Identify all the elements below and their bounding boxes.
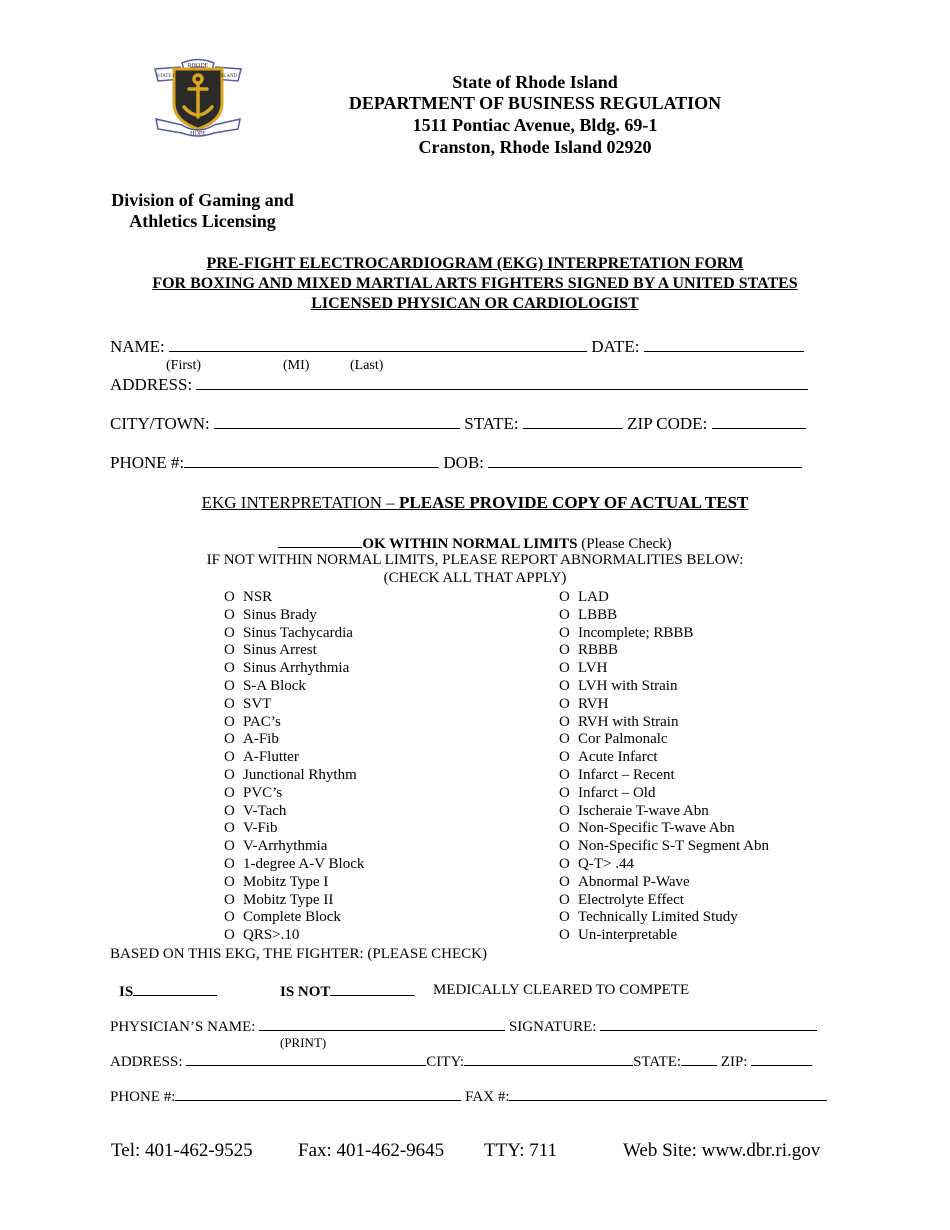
option-circle-icon[interactable]: O xyxy=(559,624,570,641)
ekg-option-left[interactable] xyxy=(224,678,364,696)
physician-city-input[interactable] xyxy=(464,1052,633,1066)
physician-state-input[interactable] xyxy=(681,1052,717,1066)
is-label: IS xyxy=(119,984,134,1000)
header-state: State of Rhode Island xyxy=(452,72,618,92)
division-line-1: Division of Gaming and xyxy=(111,190,294,210)
option-circle-icon[interactable]: O xyxy=(559,677,570,694)
ekg-option-left[interactable] xyxy=(224,838,364,856)
option-label: Q-T> .44 xyxy=(578,855,634,872)
option-circle-icon[interactable]: O xyxy=(559,695,570,712)
option-circle-icon[interactable]: O xyxy=(559,909,570,926)
option-circle-icon[interactable]: O xyxy=(559,927,570,944)
option-label: PAC’s xyxy=(243,713,281,730)
seal-top-text: RHODE xyxy=(187,63,209,69)
physician-phone-row xyxy=(110,1087,827,1106)
option-label: Complete Block xyxy=(243,909,341,926)
option-label: Acute Infarct xyxy=(578,749,658,766)
based-on-ekg: BASED ON THIS EKG, THE FIGHTER: (PLEASE CHECK) xyxy=(110,946,487,962)
ekg-option-left[interactable] xyxy=(224,856,364,874)
city-input[interactable] xyxy=(214,415,460,429)
physician-name-row xyxy=(110,1017,817,1036)
ekg-left-list xyxy=(224,589,364,945)
form-title-line-3: LICENSED PHYSICAN OR CARDIOLOGIST xyxy=(311,295,639,312)
print-caption: (PRINT) xyxy=(280,1035,327,1050)
division-line-2: Athletics Licensing xyxy=(129,211,276,231)
option-circle-icon[interactable]: O xyxy=(224,589,235,605)
option-label: A-Fib xyxy=(243,731,279,748)
ekg-option-right[interactable] xyxy=(559,856,769,874)
ekg-option-right[interactable] xyxy=(559,909,769,927)
header-city: Cranston, Rhode Island 02920 xyxy=(418,137,652,157)
option-circle-icon[interactable]: O xyxy=(224,855,235,872)
phone-row xyxy=(110,453,802,473)
option-label: Mobitz Type II xyxy=(243,891,334,908)
option-circle-icon[interactable]: O xyxy=(224,820,235,837)
state-seal-logo xyxy=(152,55,244,139)
option-label: PVC’s xyxy=(243,784,283,801)
physician-fax-label: FAX #: xyxy=(465,1089,510,1105)
option-circle-icon[interactable]: O xyxy=(559,873,570,890)
state-input[interactable] xyxy=(523,415,623,429)
is-row xyxy=(119,982,217,1001)
signature-label: SIGNATURE: xyxy=(508,1019,597,1035)
option-circle-icon[interactable]: O xyxy=(224,909,235,926)
ekg-option-left[interactable] xyxy=(224,714,364,732)
ekg-option-left[interactable] xyxy=(224,731,364,749)
ekg-option-right[interactable] xyxy=(559,731,769,749)
option-label: Abnormal P-Wave xyxy=(578,873,690,890)
physician-address-input[interactable] xyxy=(186,1052,426,1066)
dob-input[interactable] xyxy=(488,454,802,468)
ekg-option-left[interactable] xyxy=(224,785,364,803)
option-circle-icon[interactable]: O xyxy=(224,695,235,712)
option-circle-icon[interactable]: O xyxy=(559,802,570,819)
physician-name-input[interactable] xyxy=(259,1017,505,1031)
signature-input[interactable] xyxy=(600,1017,817,1031)
ekg-heading xyxy=(60,493,890,513)
header-department: DEPARTMENT OF BUSINESS REGULATION xyxy=(348,93,722,113)
ekg-option-right[interactable] xyxy=(559,820,769,838)
name-first-caption: (First) xyxy=(166,358,201,373)
option-label: Cor Palmonalc xyxy=(578,731,668,748)
ekg-option-left[interactable] xyxy=(224,927,364,945)
physician-phone-input[interactable] xyxy=(175,1087,461,1101)
ok-normal-row xyxy=(60,534,890,553)
ok-normal-checkbox[interactable] xyxy=(278,534,362,548)
option-label: RBBB xyxy=(578,642,619,659)
name-row xyxy=(110,337,804,357)
state-label: STATE: xyxy=(464,414,519,433)
dob-label: DOB: xyxy=(443,453,485,472)
ekg-option-left[interactable] xyxy=(224,874,364,892)
address-label: ADDRESS: xyxy=(110,375,193,394)
option-label: 1-degree A-V Block xyxy=(243,855,365,872)
footer-fax: Fax: 401-462-9645 xyxy=(298,1140,445,1161)
option-label: LVH xyxy=(578,660,608,677)
option-label: LBBB xyxy=(578,606,618,623)
header-street: 1511 Pontiac Avenue, Bldg. 69-1 xyxy=(412,115,658,135)
option-label: V-Arrhythmia xyxy=(243,838,328,855)
ekg-option-right[interactable] xyxy=(559,696,769,714)
option-label: Infarct – Recent xyxy=(578,766,675,783)
ekg-option-left[interactable] xyxy=(224,820,364,838)
ekg-option-right[interactable] xyxy=(559,803,769,821)
is-checkbox[interactable] xyxy=(133,982,217,996)
option-label: Sinus Arrhythmia xyxy=(243,660,350,677)
ekg-option-right[interactable] xyxy=(559,874,769,892)
ekg-option-right[interactable] xyxy=(559,838,769,856)
ekg-option-right[interactable] xyxy=(559,714,769,732)
is-not-label: IS NOT xyxy=(280,984,331,1000)
option-circle-icon[interactable]: O xyxy=(224,873,235,890)
option-label: Technically Limited Study xyxy=(578,909,738,926)
address-input[interactable] xyxy=(196,376,808,390)
ekg-option-left[interactable] xyxy=(224,589,364,607)
ekg-option-right[interactable] xyxy=(559,767,769,785)
option-circle-icon[interactable]: O xyxy=(224,802,235,819)
ok-normal-note: (Please Check) xyxy=(581,536,672,552)
physician-phone-label: PHONE #: xyxy=(110,1089,176,1105)
option-circle-icon[interactable]: O xyxy=(224,784,235,801)
option-label: SVT xyxy=(243,695,272,712)
cleared-text: MEDICALLY CLEARED TO COMPETE xyxy=(433,982,690,998)
option-label: S-A Block xyxy=(243,677,306,694)
option-label: Infarct – Old xyxy=(578,784,656,801)
option-circle-icon[interactable]: O xyxy=(559,660,570,677)
option-label: Non-Specific S-T Segment Abn xyxy=(578,838,769,855)
option-circle-icon[interactable]: O xyxy=(224,660,235,677)
option-circle-icon[interactable]: O xyxy=(559,749,570,766)
seal-right-text: ISLAND xyxy=(218,74,238,79)
option-circle-icon[interactable]: O xyxy=(559,838,570,855)
ekg-heading-bold: PLEASE PROVIDE COPY OF ACTUAL TEST xyxy=(399,493,749,512)
is-not-row xyxy=(280,982,415,1001)
option-label: Sinus Tachycardia xyxy=(243,624,353,641)
address-row xyxy=(110,375,808,395)
name-last-caption: (Last) xyxy=(350,358,384,373)
abnormal-instruction: IF NOT WITHIN NORMAL LIMITS, PLEASE REPORT ABNORMALITIES BELOW: xyxy=(206,552,744,568)
option-label: RVH with Strain xyxy=(578,713,679,730)
option-circle-icon[interactable]: O xyxy=(224,891,235,908)
ekg-option-left[interactable] xyxy=(224,749,364,767)
zip-label: ZIP CODE: xyxy=(627,414,708,433)
ekg-option-right[interactable] xyxy=(559,678,769,696)
ekg-option-right[interactable] xyxy=(559,749,769,767)
option-label: Electrolyte Effect xyxy=(578,891,684,908)
option-circle-icon[interactable]: O xyxy=(224,749,235,766)
ekg-option-right[interactable] xyxy=(559,607,769,625)
option-circle-icon[interactable]: O xyxy=(224,642,235,659)
form-title-line-2: FOR BOXING AND MIXED MARTIAL ARTS FIGHTERS SIGNED BY A UNITED STATES xyxy=(152,275,798,292)
option-circle-icon[interactable]: O xyxy=(559,606,570,623)
ekg-option-left[interactable] xyxy=(224,642,364,660)
name-input[interactable] xyxy=(169,338,587,352)
option-circle-icon[interactable]: O xyxy=(224,838,235,855)
option-circle-icon[interactable]: O xyxy=(224,624,235,641)
ekg-option-right[interactable] xyxy=(559,892,769,910)
option-circle-icon[interactable]: O xyxy=(224,927,235,944)
option-label: RVH xyxy=(578,695,609,712)
seal-bottom-text: HOPE xyxy=(190,131,206,137)
option-label: Ischeraie T-wave Abn xyxy=(578,802,709,819)
ekg-option-right[interactable] xyxy=(559,927,769,945)
phone-input[interactable] xyxy=(184,454,439,468)
city-label: CITY/TOWN: xyxy=(110,414,210,433)
zip-input[interactable] xyxy=(712,415,806,429)
ekg-option-left[interactable] xyxy=(224,892,364,910)
option-label: Junctional Rhythm xyxy=(243,766,357,783)
option-circle-icon[interactable]: O xyxy=(559,891,570,908)
option-circle-icon[interactable]: O xyxy=(559,589,570,605)
form-title-line-1: PRE-FIGHT ELECTROCARDIOGRAM (EKG) INTERPRETATION FORM xyxy=(206,255,744,272)
option-label: LAD xyxy=(578,589,609,605)
ekg-option-right[interactable] xyxy=(559,660,769,678)
option-circle-icon[interactable]: O xyxy=(559,642,570,659)
ekg-option-right[interactable] xyxy=(559,785,769,803)
option-circle-icon[interactable]: O xyxy=(559,731,570,748)
ekg-option-right[interactable] xyxy=(559,625,769,643)
ekg-option-left[interactable] xyxy=(224,696,364,714)
option-circle-icon[interactable]: O xyxy=(224,677,235,694)
physician-address-label: ADDRESS: xyxy=(110,1054,183,1070)
name-mi-caption: (MI) xyxy=(283,358,310,373)
option-label: QRS>.10 xyxy=(243,927,300,944)
ekg-option-right[interactable] xyxy=(559,589,769,607)
check-all-instruction: (CHECK ALL THAT APPLY) xyxy=(383,570,567,586)
option-circle-icon[interactable]: O xyxy=(224,766,235,783)
ekg-option-left[interactable] xyxy=(224,803,364,821)
option-circle-icon[interactable]: O xyxy=(559,855,570,872)
option-circle-icon[interactable]: O xyxy=(224,606,235,623)
date-label: DATE: xyxy=(591,337,640,356)
option-label: Un-interpretable xyxy=(578,927,678,944)
ekg-right-list xyxy=(559,589,769,945)
option-circle-icon[interactable]: O xyxy=(224,731,235,748)
ekg-option-left[interactable] xyxy=(224,660,364,678)
ekg-heading-plain: EKG INTERPRETATION – xyxy=(201,493,400,512)
option-circle-icon[interactable]: O xyxy=(224,713,235,730)
physician-city-label: CITY: xyxy=(426,1054,465,1070)
option-circle-icon[interactable]: O xyxy=(559,766,570,783)
physician-name-label: PHYSICIAN’S NAME: xyxy=(110,1019,256,1035)
option-label: A-Flutter xyxy=(243,749,299,766)
footer-tel: Tel: 401-462-9525 xyxy=(111,1140,253,1161)
ekg-option-right[interactable] xyxy=(559,642,769,660)
option-label: Sinus Brady xyxy=(243,606,317,623)
is-not-checkbox[interactable] xyxy=(330,982,415,996)
option-label: Non-Specific T-wave Abn xyxy=(578,820,735,837)
city-row xyxy=(110,414,806,434)
option-label: Mobitz Type I xyxy=(243,873,329,890)
option-circle-icon[interactable]: O xyxy=(559,784,570,801)
physician-state-label: STATE: xyxy=(633,1054,682,1070)
ekg-option-left[interactable] xyxy=(224,607,364,625)
option-label: V-Fib xyxy=(243,820,278,837)
option-label: NSR xyxy=(243,589,273,605)
physician-fax-input[interactable] xyxy=(509,1087,827,1101)
footer-web[interactable]: Web Site: www.dbr.ri.gov xyxy=(623,1140,821,1161)
physician-zip-input[interactable] xyxy=(751,1052,812,1066)
phone-label: PHONE #: xyxy=(110,453,185,472)
option-label: Sinus Arrest xyxy=(243,642,317,659)
ekg-option-left[interactable] xyxy=(224,625,364,643)
option-label: Incomplete; RBBB xyxy=(578,624,694,641)
physician-zip-label: ZIP: xyxy=(720,1054,748,1070)
option-circle-icon[interactable]: O xyxy=(559,820,570,837)
ok-normal-label: OK WITHIN NORMAL LIMITS xyxy=(362,536,578,552)
ekg-option-left[interactable] xyxy=(224,767,364,785)
physician-address-row xyxy=(110,1052,812,1071)
name-label: NAME: xyxy=(110,337,165,356)
date-input[interactable] xyxy=(644,338,804,352)
option-circle-icon[interactable]: O xyxy=(559,713,570,730)
footer-tty: TTY: 711 xyxy=(484,1140,558,1161)
ekg-option-left[interactable] xyxy=(224,909,364,927)
option-label: V-Tach xyxy=(243,802,287,819)
seal-left-text: STATE OF xyxy=(156,74,180,79)
option-label: LVH with Strain xyxy=(578,677,678,694)
